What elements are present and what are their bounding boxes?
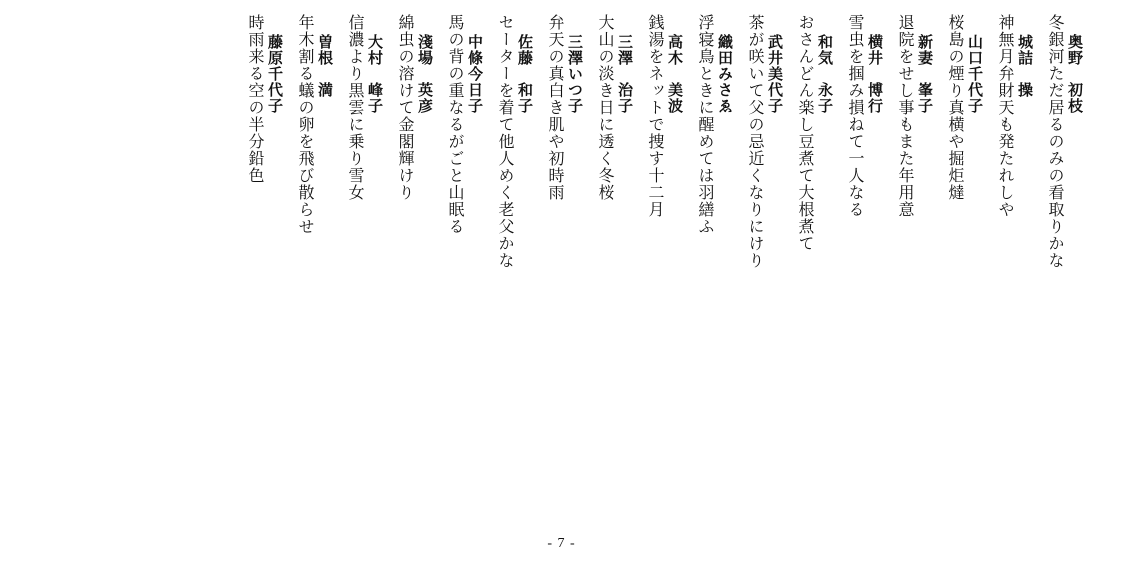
- haiku-text: 時雨来る空の半分鉛色: [246, 14, 265, 184]
- haiku-text: 茶が咲いて父の忌近くなりにけり: [746, 14, 765, 269]
- page-number: - 7 -: [547, 536, 576, 551]
- haiku-text: 信濃より黒雲に乗り雪女: [346, 14, 365, 201]
- author-name: 奥野 初枝: [1066, 34, 1084, 114]
- author-name: 藤原千代子: [266, 34, 284, 114]
- author-name: 和気 永子: [816, 34, 834, 114]
- haiku-text: 退院をせし事もまた年用意: [896, 14, 915, 218]
- author-name: 新妻 峯子: [916, 34, 934, 114]
- haiku-text: セーターを着て他人めく老父かな: [496, 14, 515, 269]
- haiku-list: [235, 12, 1085, 269]
- author-name: 淺場 英彦: [416, 34, 434, 114]
- haiku-text: 大山の淡き日に透く冬桜: [596, 14, 615, 201]
- haiku-entry: [595, 12, 635, 269]
- author-name: 佐藤 和子: [516, 34, 534, 114]
- author-name: 織田みさゑ: [716, 34, 734, 114]
- haiku-text: 桜島の煙り真横や掘炬燵: [946, 14, 965, 201]
- author-name: 高木 美波: [666, 34, 684, 114]
- haiku-text: 馬の背の重なるがごと山眠る: [446, 14, 465, 235]
- haiku-text: 銭湯をネットで捜す十二月: [646, 14, 665, 218]
- haiku-text: 年木割る蟻の卵を飛び散らせ: [296, 14, 315, 235]
- author-name: 武井美代子: [766, 34, 784, 114]
- haiku-entry: [445, 12, 485, 269]
- haiku-entry: [995, 12, 1035, 269]
- author-name: 山口千代子: [966, 34, 984, 114]
- haiku-entry: [695, 12, 735, 269]
- author-name: 曽根 満: [316, 34, 334, 98]
- author-name: 三澤 治子: [616, 34, 634, 114]
- haiku-entry: [245, 12, 285, 269]
- haiku-text: 浮寝鳥ときに醒めては羽繕ふ: [696, 14, 715, 235]
- haiku-entry: [645, 12, 685, 269]
- haiku-entry: [395, 12, 435, 269]
- haiku-entry: [495, 12, 535, 269]
- haiku-text: 雪虫を掴み損ねて一人なる: [846, 14, 865, 218]
- haiku-text: 綿虫の溶けて金閣輝けり: [396, 14, 415, 201]
- haiku-entry: [295, 12, 335, 269]
- haiku-entry: [345, 12, 385, 269]
- haiku-text: 冬銀河ただ居るのみの看取りかな: [1046, 14, 1065, 269]
- author-name: 三澤いつ子: [566, 34, 584, 114]
- haiku-entry: [895, 12, 935, 269]
- haiku-entry: [945, 12, 985, 269]
- haiku-entry: [545, 12, 585, 269]
- author-name: 中條今日子: [466, 34, 484, 114]
- author-name: 大村 峰子: [366, 34, 384, 114]
- haiku-entry: [1045, 12, 1085, 269]
- haiku-text: おさんどん楽し豆煮て大根煮て: [796, 14, 815, 252]
- haiku-entry: [745, 12, 785, 269]
- haiku-text: 弁天の真白き肌や初時雨: [546, 14, 565, 201]
- haiku-text: 神無月弁財天も発たれしや: [996, 14, 1015, 218]
- haiku-entry: [795, 12, 835, 269]
- haiku-entry: [845, 12, 885, 269]
- author-name: 横井 博行: [866, 34, 884, 114]
- author-name: 城詰 操: [1016, 34, 1034, 98]
